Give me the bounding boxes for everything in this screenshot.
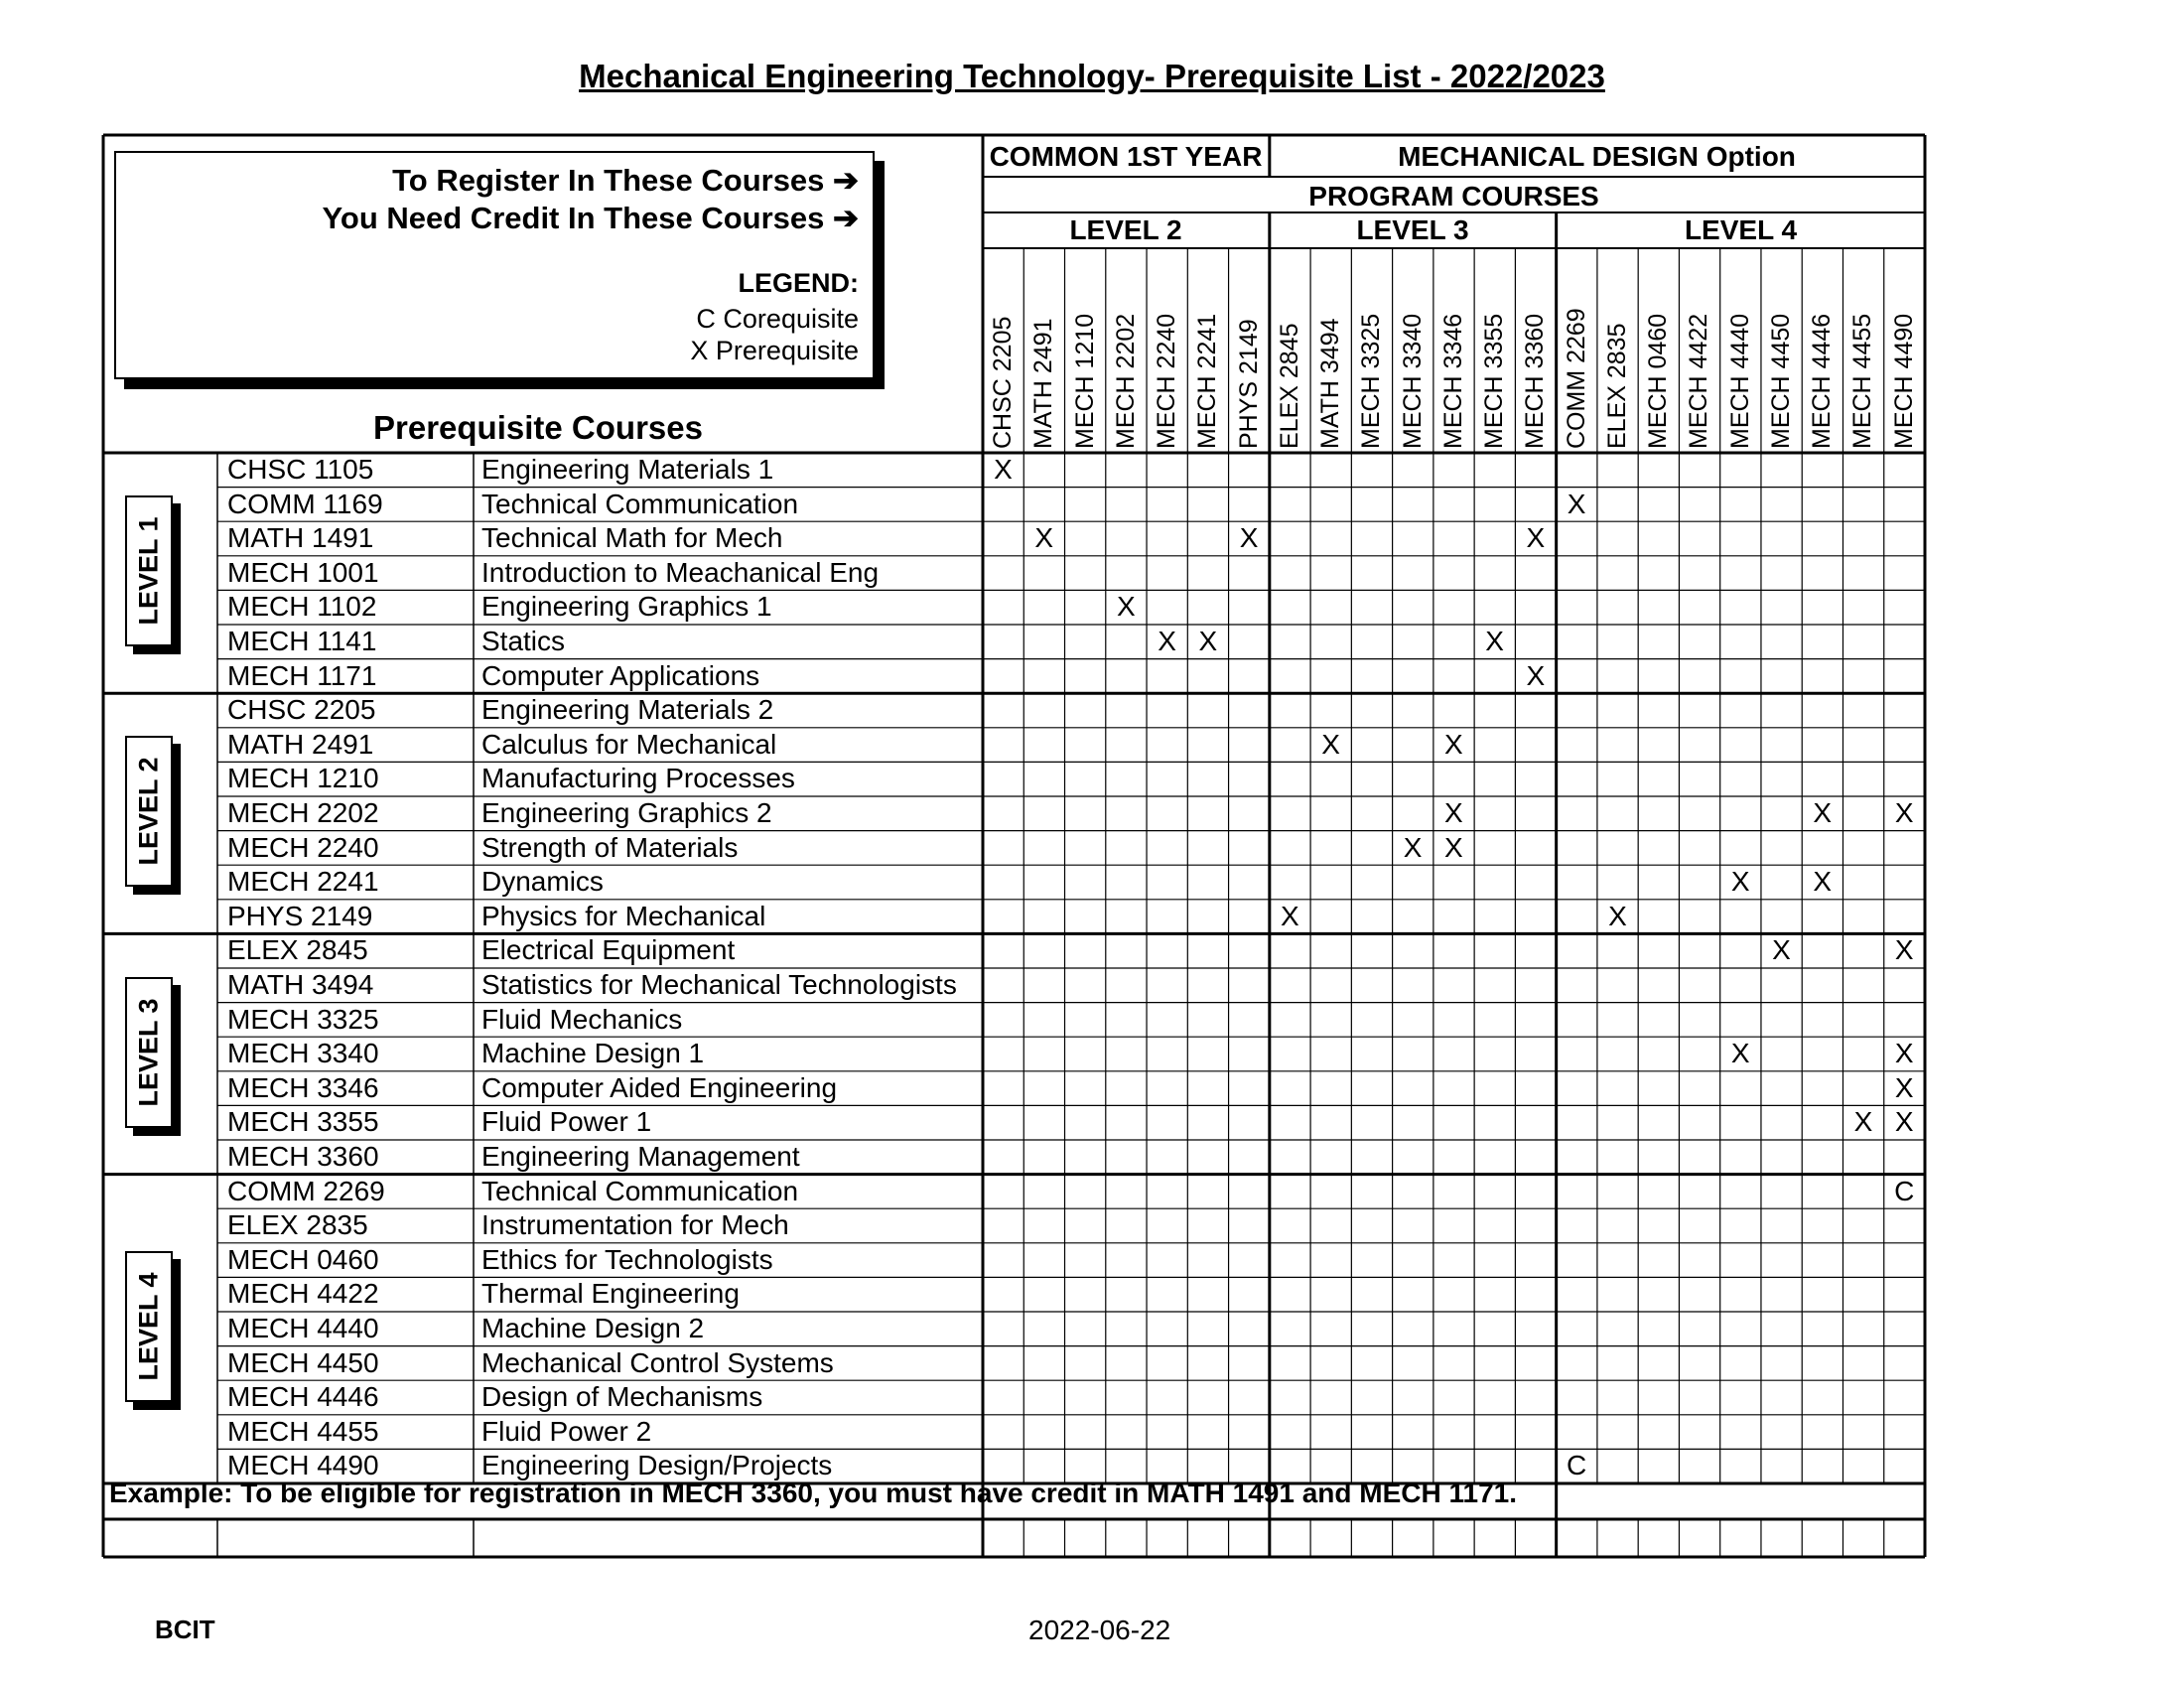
column-header: MATH 2491 (1029, 318, 1058, 449)
prerequisite-mark: X (1813, 866, 1833, 898)
prerequisite-mark: X (1034, 522, 1054, 554)
course-code: COMM 1169 (227, 488, 383, 519)
course-code: MECH 4455 (227, 1415, 379, 1447)
prerequisite-mark: X (1730, 866, 1750, 898)
course-name: Calculus for Mechanical (481, 728, 777, 760)
prerequisite-mark: X (1198, 626, 1218, 656)
legend-title: LEGEND: (738, 268, 859, 298)
course-name: Engineering Materials 2 (481, 694, 774, 726)
prerequisite-mark: X (1894, 1071, 1914, 1103)
prerequisite-mark: X (1567, 488, 1586, 519)
course-code: MECH 4440 (227, 1313, 379, 1343)
column-header: MECH 1210 (1070, 313, 1099, 449)
column-header: MECH 4490 (1889, 313, 1918, 449)
course-name: Ethics for Technologists (481, 1243, 773, 1275)
course-code: MECH 4490 (227, 1450, 379, 1481)
program-courses-header: PROGRAM COURSES (1308, 181, 1599, 211)
course-name: Thermal Engineering (481, 1278, 740, 1310)
course-code: MECH 3340 (227, 1038, 379, 1069)
prerequisite-mark: X (1730, 1038, 1750, 1069)
prerequisite-mark: X (1894, 797, 1914, 828)
level-label: LEVEL 2 (133, 757, 164, 866)
prerequisite-mark: X (1158, 626, 1176, 656)
level-label: LEVEL 1 (133, 516, 164, 626)
course-name: Computer Aided Engineering (481, 1071, 838, 1103)
course-code: MECH 1141 (227, 626, 377, 656)
prerequisite-mark: X (1853, 1106, 1873, 1138)
level-label: LEVEL 4 (133, 1272, 164, 1381)
prerequisite-mark: X (1444, 797, 1463, 828)
course-name: Manufacturing Processes (481, 763, 795, 794)
course-code: MECH 3355 (227, 1106, 379, 1138)
course-name: Engineering Management (481, 1141, 800, 1172)
prerequisite-mark: X (1280, 900, 1299, 931)
level-tab (125, 495, 173, 646)
column-header: MATH 3494 (1316, 318, 1345, 449)
column-header: MECH 3346 (1438, 313, 1467, 449)
column-header: MECH 4446 (1808, 313, 1837, 449)
prerequisite-mark: X (994, 454, 1013, 485)
course-name: Dynamics (481, 866, 604, 898)
corequisite-mark: C (1894, 1175, 1915, 1206)
course-code: MECH 3325 (227, 1003, 379, 1035)
column-header: MECH 4422 (1685, 313, 1713, 449)
column-header: MECH 4450 (1766, 313, 1795, 449)
course-code: ELEX 2835 (227, 1209, 368, 1241)
course-code: ELEX 2845 (227, 934, 368, 966)
column-header: CHSC 2205 (989, 316, 1017, 449)
level-2-header: LEVEL 2 (1069, 214, 1182, 245)
course-code: MECH 4446 (227, 1381, 379, 1413)
prerequisite-mark: X (1403, 831, 1423, 863)
column-header: MECH 2241 (1193, 313, 1222, 449)
prerequisite-mark: X (1444, 831, 1463, 863)
column-header: MECH 3325 (1357, 313, 1386, 449)
course-code: MECH 2240 (227, 831, 379, 863)
course-code: MECH 1210 (227, 763, 379, 794)
course-name: Fluid Power 1 (481, 1106, 652, 1138)
course-name: Engineering Graphics 1 (481, 591, 772, 623)
course-name: Electrical Equipment (481, 934, 736, 966)
course-code: PHYS 2149 (227, 900, 373, 931)
prerequisite-mark: X (1116, 591, 1136, 623)
prerequisite-mark: X (1321, 728, 1340, 760)
level-tab (125, 977, 173, 1128)
course-name: Mechanical Control Systems (481, 1346, 834, 1378)
common-first-year-header: COMMON 1ST YEAR (989, 141, 1263, 172)
course-name: Statics (481, 626, 566, 656)
corequisite-mark: C (1567, 1450, 1587, 1481)
column-header: PHYS 2149 (1234, 319, 1263, 449)
prerequisite-mark: X (1813, 797, 1833, 828)
course-name: Engineering Materials 1 (481, 454, 774, 485)
example-note: Example: To be eligible for registration in MECH 3360, you must have credit in MATH 1491 and MECH 1171. (109, 1477, 1517, 1508)
prerequisite-mark: X (1772, 934, 1791, 966)
prerequisite-mark: X (1526, 659, 1546, 691)
prerequisite-mark: X (1894, 1038, 1914, 1069)
level-label: LEVEL 3 (133, 997, 164, 1107)
page-title: Mechanical Engineering Technology- Prerequisite List - 2022/2023 (579, 58, 1605, 94)
course-name: Technical Communication (481, 1175, 799, 1206)
prerequisite-mark: X (1444, 728, 1463, 760)
option-header: MECHANICAL DESIGN Option (1398, 141, 1796, 172)
course-code: MECH 4422 (227, 1278, 379, 1310)
course-code: MATH 2491 (227, 728, 374, 760)
footer-organization: BCIT (155, 1615, 215, 1644)
course-code: MATH 1491 (227, 522, 374, 554)
prerequisite-mark: X (1239, 522, 1259, 554)
course-code: MECH 2202 (227, 797, 379, 828)
column-header: MECH 2240 (1153, 313, 1181, 449)
course-code: MECH 1102 (227, 591, 377, 623)
course-name: Statistics for Mechanical Technologists (481, 969, 957, 1000)
course-name: Introduction to Meachanical Eng (481, 556, 880, 588)
course-code: CHSC 2205 (227, 694, 376, 726)
prerequisite-mark: X (1608, 900, 1627, 931)
column-header: COMM 2269 (1562, 308, 1590, 449)
register-instruction: To Register In These Courses ➔ (392, 163, 859, 198)
course-name: Computer Applications (481, 659, 760, 691)
prerequisite-courses-heading: Prerequisite Courses (373, 409, 703, 446)
prerequisite-mark: X (1485, 626, 1504, 656)
course-code: CHSC 1105 (227, 454, 374, 485)
course-name: Design of Mechanisms (481, 1381, 763, 1413)
course-name: Machine Design 2 (481, 1313, 705, 1343)
course-name: Fluid Power 2 (481, 1415, 652, 1447)
column-header: MECH 3355 (1480, 313, 1509, 449)
level-4-header: LEVEL 4 (1684, 214, 1798, 245)
course-name: Technical Communication (481, 488, 799, 519)
column-header: ELEX 2835 (1602, 323, 1631, 449)
column-header: MECH 2202 (1111, 313, 1140, 449)
course-name: Engineering Graphics 2 (481, 797, 772, 828)
course-code: COMM 2269 (227, 1175, 385, 1206)
course-name: Fluid Mechanics (481, 1003, 683, 1035)
level-tab (125, 736, 173, 887)
level-tab (125, 1251, 173, 1402)
course-code: MATH 3494 (227, 969, 374, 1000)
column-header: ELEX 2845 (1275, 323, 1303, 449)
course-name: Engineering Design/Projects (481, 1450, 833, 1481)
course-name: Instrumentation for Mech (481, 1209, 789, 1241)
column-header: MECH 4440 (1725, 313, 1754, 449)
course-code: MECH 3360 (227, 1141, 379, 1172)
prerequisite-mark: X (1894, 934, 1914, 966)
course-code: MECH 2241 (227, 866, 379, 898)
course-code: MECH 0460 (227, 1243, 379, 1275)
level-3-header: LEVEL 3 (1356, 214, 1469, 245)
course-name: Machine Design 1 (481, 1038, 705, 1069)
course-name: Technical Math for Mech (481, 522, 783, 554)
register-key-box (114, 151, 875, 379)
column-header: MECH 3360 (1521, 313, 1550, 449)
prerequisite-mark: X (1894, 1106, 1914, 1138)
course-code: MECH 1171 (227, 659, 377, 691)
course-name: Strength of Materials (481, 831, 739, 863)
course-code: MECH 3346 (227, 1071, 379, 1103)
legend-prerequisite: X Prerequisite (690, 336, 859, 365)
legend-corequisite: C Corequisite (696, 304, 859, 334)
course-code: MECH 4450 (227, 1346, 379, 1378)
prerequisite-mark: X (1526, 522, 1546, 554)
column-header: MECH 0460 (1644, 313, 1673, 449)
credit-instruction: You Need Credit In These Courses ➔ (322, 201, 859, 235)
column-header: MECH 4455 (1848, 313, 1877, 449)
course-code: MECH 1001 (227, 556, 379, 588)
course-name: Physics for Mechanical (481, 900, 766, 931)
footer-date: 2022-06-22 (1028, 1615, 1171, 1645)
column-header: MECH 3340 (1398, 313, 1427, 449)
